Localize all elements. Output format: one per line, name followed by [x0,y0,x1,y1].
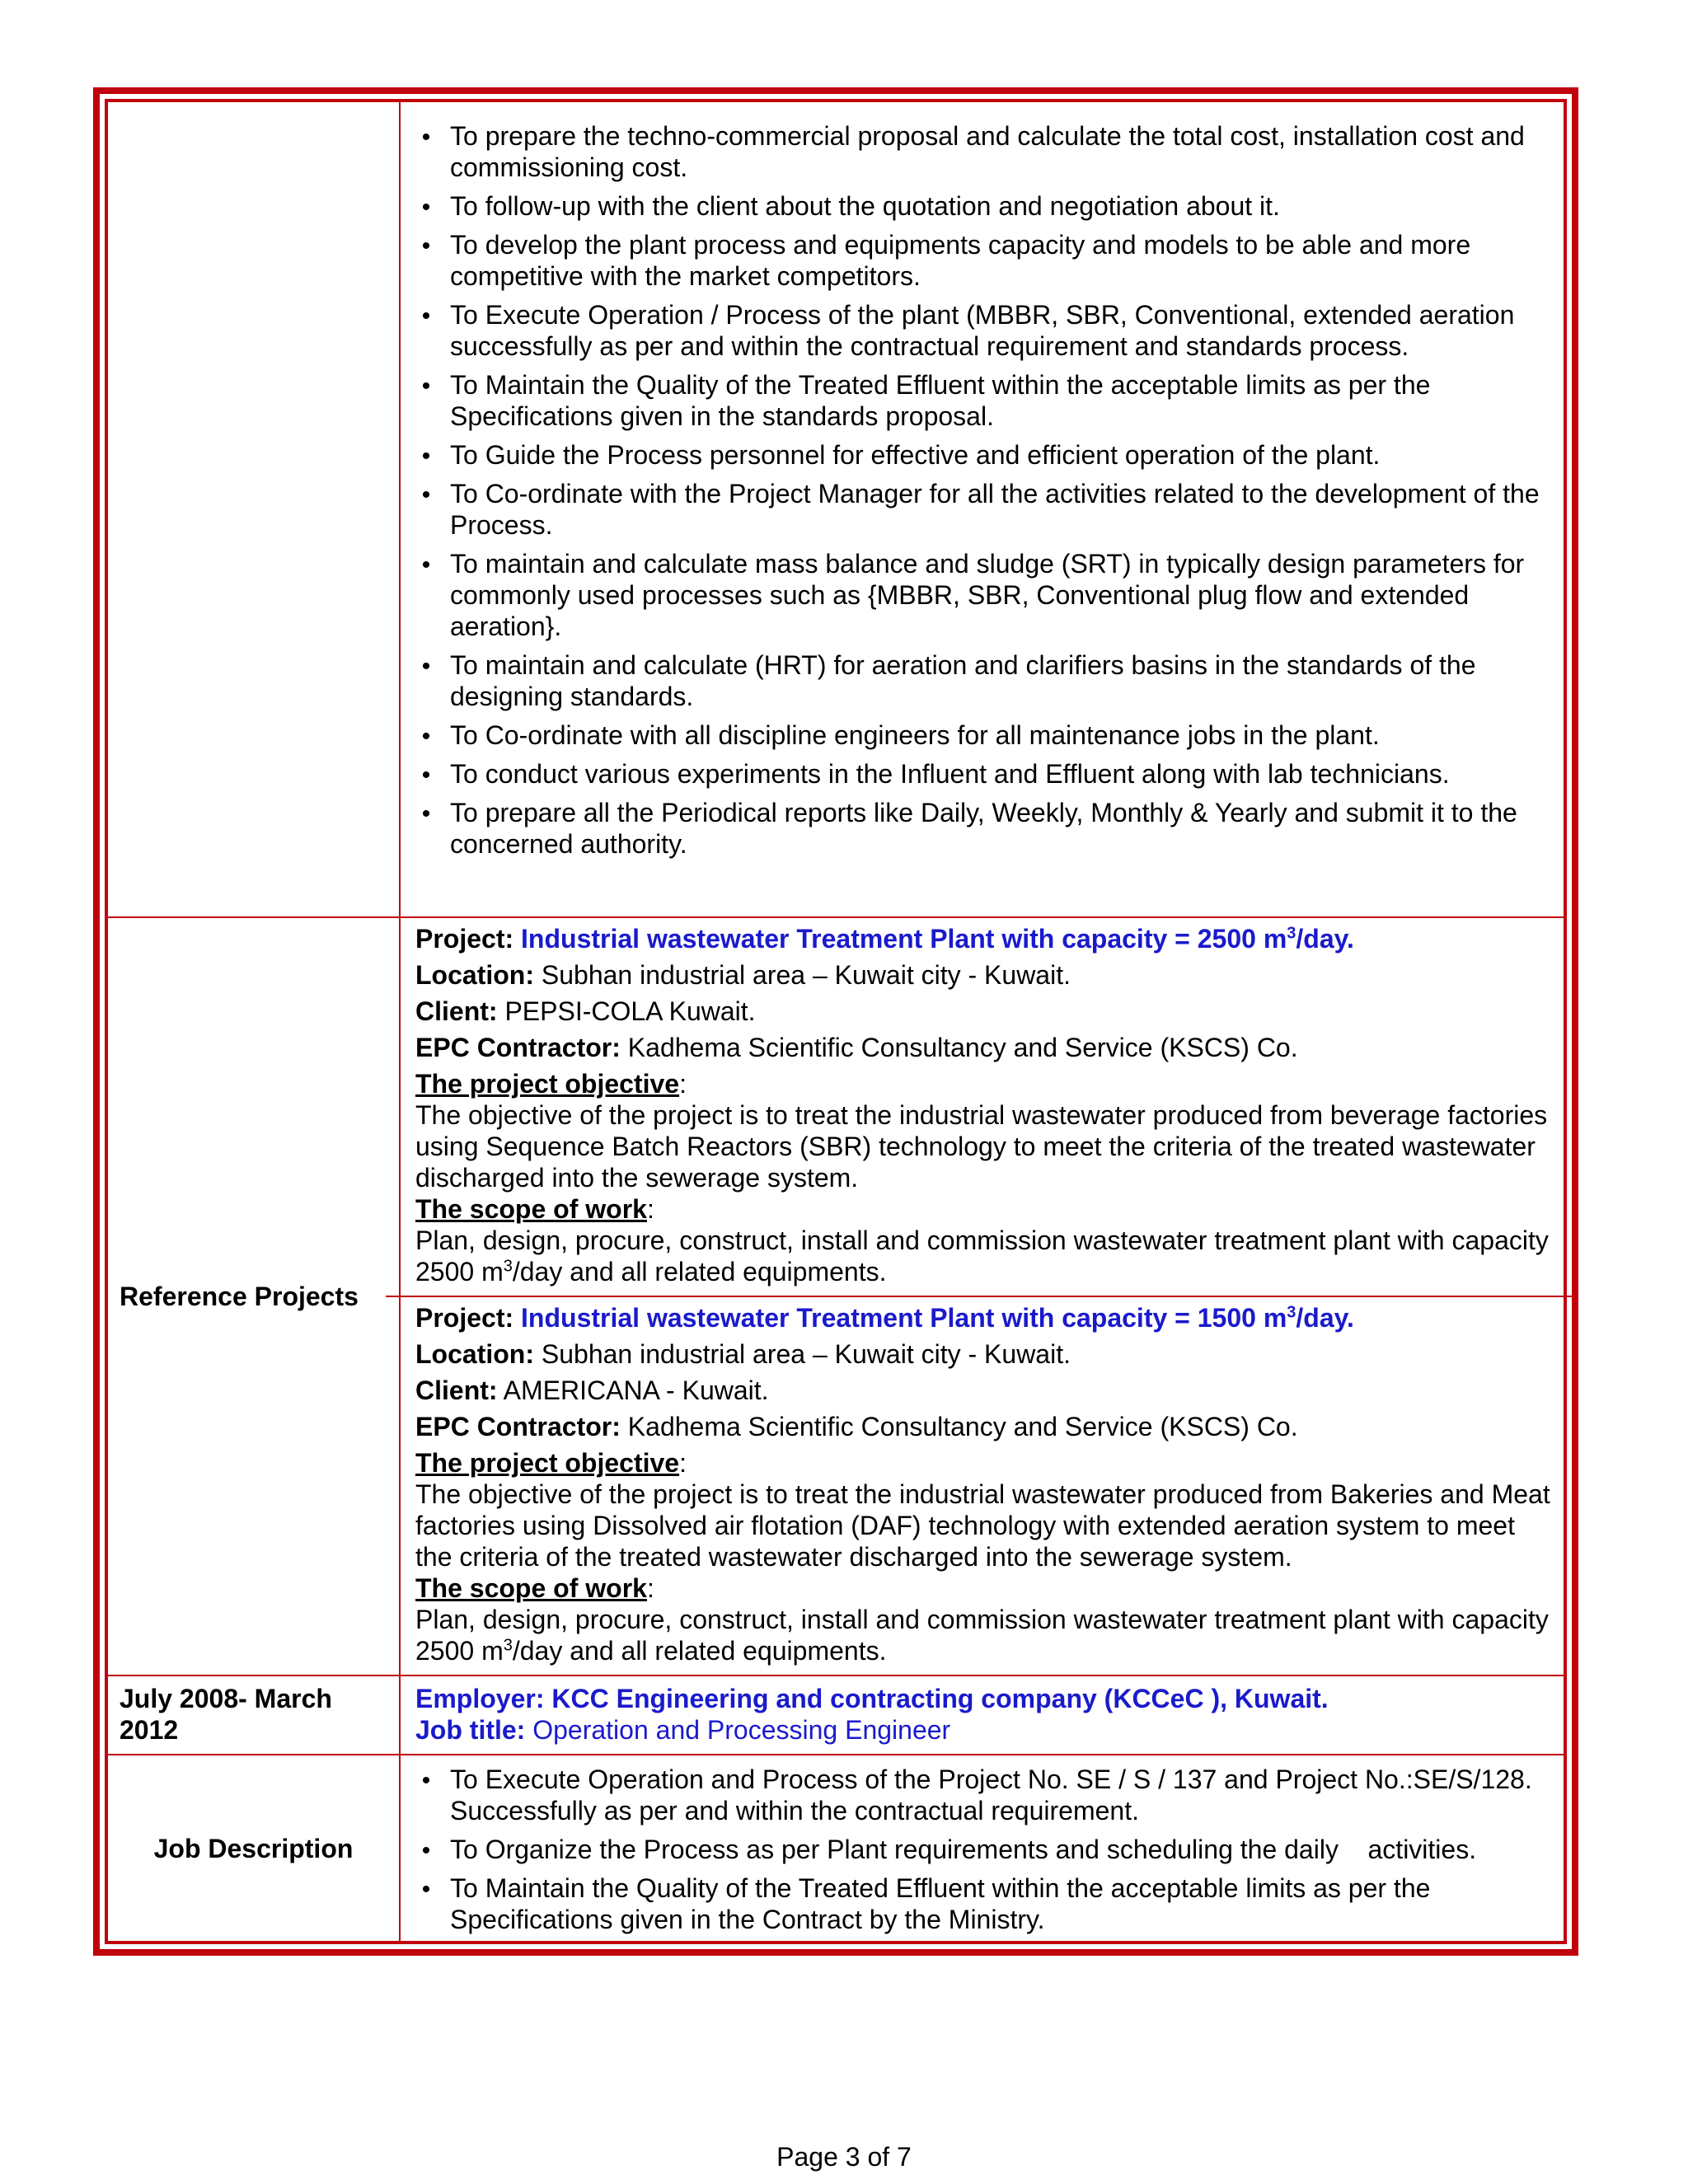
list-item: • To Execute Operation and Process of the Project No. SE / S / 137 and Project No.:SE/S/128. Successfully as per and within the contractual requirement. [415,1764,1547,1826]
bullet-icon: • [421,232,431,260]
bullet-icon: • [421,800,431,827]
objective-heading: The project objective [415,1069,680,1099]
list-item: • To Maintain the Quality of the Treated Effluent within the acceptable limits as per the Specifications given in the Contract by the Ministry. [415,1872,1547,1935]
bullet-icon: • [421,653,431,680]
employment-period-cell [107,1675,400,1755]
responsibilities-label-cell [107,101,400,917]
reference-projects-row [107,917,1564,1675]
list-item: • To conduct various experiments in the Influent and Effluent along with lab technicians. [415,758,1547,790]
cv-table-border [105,99,1567,1944]
reference-projects-label: Reference Projects [120,1282,359,1311]
bullet-icon: • [421,551,431,579]
reference-projects-cell [400,917,1564,1675]
objective-heading: The project objective [415,1448,680,1478]
list-item: • To Co-ordinate with the Project Manager for all the activities related to the development of the Process. [415,478,1547,541]
reference-projects-label-cell [107,917,400,1675]
list-item: • To Guide the Process personnel for effective and efficient operation of the plant. [415,439,1547,471]
list-item: • To follow-up with the client about the quotation and negotiation about it. [415,190,1547,222]
project-scope: Plan, design, procure, construct, install and commission wastewater treatment plant with capacity 2500 $m^3$/day and all related equipments. [415,1605,1549,1666]
project-epc: Kadhema Scientific Consultancy and Service (KSCS) Co. [627,1033,1298,1062]
bullet-icon: • [421,443,431,470]
project-client: AMERICANA - Kuwait. [503,1376,769,1405]
scope-heading: The scope of work [415,1573,647,1603]
job-title-line: Job title: Operation and Processing Engineer [415,1715,951,1745]
project-entry-1: Project: Industrial wastewater Treatment Plant with capacity = 2500 $m^3$/day. Location: Subhan industrial area – Kuwait city - Kuwait. Client: PEPSI-COLA Kuwait. EPC Contractor: Kadhema Scientific Consultancy and Service (KSCS) Co. The project objective: The objective of the project is to treat the industrial wastewater produced from beverage factories using Sequence Batch Reactors (SBR) technology to meet the criteria of the treated wastewater discharged into the sewerage system. The scope of work: Plan, design, procure, construct, install and commission wastewater treatment plant with capacity 2500 $m^3$/day and all related equipments. [401,918,1564,1296]
list-item: • To Maintain the Quality of the Treated Effluent within the acceptable limits as per the Specifications given in the standards proposal. [415,369,1547,432]
list-item: • To prepare all the Periodical reports like Daily, Weekly, Monthly & Yearly and submit it to the concerned authority. [415,797,1547,860]
scope-heading: The scope of work [415,1194,647,1224]
document-frame [93,87,1578,1956]
job-description-label-cell [107,1755,400,1942]
project-title: Industrial wastewater Treatment Plant with capacity = 2500 $m^3$/day. [521,924,1354,954]
project-client: PEPSI-COLA Kuwait. [504,996,756,1026]
page-number: Page 3 of 7 [776,2142,912,2172]
job-description-row [107,1755,1564,1942]
project-location: Subhan industrial area – Kuwait city - Kuwait. [541,960,1071,990]
employment-details-cell [400,1675,1564,1755]
bullet-icon: • [421,762,431,789]
employment-period: July 2008- March 2012 [120,1684,332,1745]
bullet-icon: • [421,481,431,509]
bullet-icon: • [421,1876,431,1903]
list-item: • To maintain and calculate mass balance and sludge (SRT) in typically design parameters for commonly used processes such as {MBBR, SBR, Conventional plug flow and extended aeration}. [415,548,1547,642]
project-objective: The objective of the project is to treat the industrial wastewater produced from beverage factories using Sequence Batch Reactors (SBR) technology to meet the criteria of the treated wastewater discharged into the sewerage system. [415,1100,1548,1193]
cv-table [106,101,1565,1943]
job-title: Operation and Processing Engineer [532,1715,951,1745]
bullet-icon: • [421,302,431,330]
bullet-icon: • [421,1767,431,1794]
project-epc: Kadhema Scientific Consultancy and Service (KSCS) Co. [627,1412,1298,1441]
responsibilities-list [401,102,1564,873]
project-objective: The objective of the project is to treat the industrial wastewater produced from Bakeries and Meat factories using Dissolved air flotation (DAF) technology with extended aeration system to meet the criteria of the treated wastewater discharged into the sewerage system. [415,1479,1550,1572]
list-item: • To Co-ordinate with all discipline engineers for all maintenance jobs in the plant. [415,719,1547,751]
project-scope: Plan, design, procure, construct, install and commission wastewater treatment plant with capacity 2500 $m^3$/day and all related equipments. [415,1226,1549,1286]
list-item: • To maintain and calculate (HRT) for aeration and clarifiers basins in the standards of the designing standards. [415,649,1547,712]
project-location: Subhan industrial area – Kuwait city - Kuwait. [541,1339,1071,1369]
list-item: • To Organize the Process as per Plant requirements and scheduling the daily activities. [415,1834,1547,1865]
project-title: Industrial wastewater Treatment Plant with capacity = 1500 $m^3$/day. [521,1303,1354,1333]
job-description-label: Job Description [153,1833,354,1863]
bullet-icon: • [421,723,431,750]
employer: Employer: KCC Engineering and contracting company (KCCeC ), Kuwait. [415,1684,1329,1713]
responsibilities-row [107,101,1564,917]
bullet-icon: • [421,124,431,151]
job-description-list [401,1755,1564,1938]
job-description-cell [400,1755,1564,1942]
employment-row [107,1675,1564,1755]
responsibilities-cell [400,101,1564,917]
bullet-icon: • [421,194,431,221]
list-item: • To Execute Operation / Process of the plant (MBBR, SBR, Conventional, extended aeration successfully as per and within the contractual requirement and standards process. [415,299,1547,362]
bullet-icon: • [421,1837,431,1864]
list-item: • To develop the plant process and equipments capacity and models to be able and more competitive with the market competitors. [415,229,1547,292]
list-item: • To prepare the techno-commercial proposal and calculate the total cost, installation cost and commissioning cost. [415,120,1547,183]
project-entry-2: Project: Industrial wastewater Treatment Plant with capacity = 1500 $m^3$/day. Location: Subhan industrial area – Kuwait city - Kuwait. Client: AMERICANA - Kuwait. EPC Contractor: Kadhema Scientific Consultancy and Service (KSCS) Co. The project objective: The objective of the project is to treat the industrial wastewater produced from Bakeries and Meat factories using Dissolved air flotation (DAF) technology with extended aeration system to meet the criteria of the treated wastewater discharged into the sewerage system. The scope of work: Plan, design, procure, construct, install and commission wastewater treatment plant with capacity 2500 $m^3$/day and all related equipments. [401,1297,1564,1675]
bullet-icon: • [421,373,431,400]
